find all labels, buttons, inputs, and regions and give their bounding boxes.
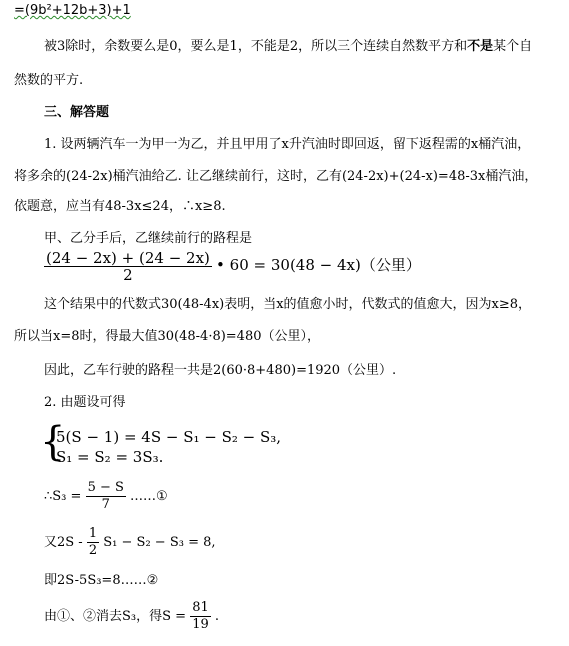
formula-text: S₁ − S₂ − S₃ = 8, [103,535,216,550]
fraction-denominator: 2 [88,543,98,558]
paragraph-line: 依题意，应当有48-3x≤24，∴x≥8. [14,199,226,214]
formula-line [44,526,216,559]
paragraph-line: 因此，乙车行驶的路程一共是2(60·8+480)=1920（公里）. [44,363,397,378]
fraction-numerator: 5 − S [87,480,124,495]
equation-text: =(9b²+12b+3)+1 [14,3,131,18]
system-equation-2: S₁ = S₂ = 3S₃. [56,448,164,466]
brace-symbol: { [40,419,66,465]
text-span: 被3除时，余数要么是0，要么是1，不能是2，所以三个连续自然数平方和 [44,39,468,54]
equation-line [14,2,131,20]
formula-line [44,250,421,283]
fraction [86,480,126,513]
fraction-numerator: 81 [192,600,209,615]
paragraph-line: 甲、乙分手后，乙继续前行的路程是 [44,231,253,246]
formula-text: 由①、②消去S₃，得S = [44,609,187,624]
fraction-denominator: 19 [192,617,209,632]
text-span: 某个自 [493,39,533,54]
paragraph-line: 然数的平方. [14,73,84,88]
paragraph-line: 将多余的(24-2x)桶汽油给乙. 让乙继续前行，这时，乙有(24-2x)+(24-x)=48-3x桶汽油， [14,169,538,184]
fraction [44,250,212,283]
formula-text: ∴S₃ = [44,489,82,504]
formula-text: . [214,609,220,624]
paragraph-line: 2. 由题设可得 [44,395,126,410]
fraction-denominator: 7 [101,497,110,512]
section-heading: 三、解答题 [44,105,110,120]
fraction-numerator: (24 − 2x) + (24 − 2x) [46,249,210,267]
formula-line: 即2S-5S₃=8……② [44,573,159,588]
fraction [190,600,211,633]
fraction [87,526,99,559]
formula-text: 又2S - [44,535,83,550]
paragraph-line [44,38,532,56]
formula-text: ……① [130,489,168,504]
paragraph-line: 这个结果中的代数式30(48-4x)表明，当x的值愈小时，代数式的值愈大，因为x≥8， [44,297,532,312]
bold-text: 不是 [467,39,494,54]
formula-line [44,480,168,513]
fraction-denominator: 2 [123,266,133,284]
formula-text: • 60 = 30(48 − 4x)（公里） [216,256,421,274]
paragraph-line: 所以当x=8时，得最大值30(48-4·8)=480（公里）， [14,329,320,344]
fraction-numerator: 1 [88,526,98,541]
paragraph-line: 1. 设两辆汽车一为甲一为乙，并且甲用了x升汽油时即回返，留下返程需的x桶汽油， [44,137,531,152]
system-equation-1: 5(S − 1) = 4S − S₁ − S₂ − S₃, [56,428,282,446]
formula-line [44,600,219,633]
